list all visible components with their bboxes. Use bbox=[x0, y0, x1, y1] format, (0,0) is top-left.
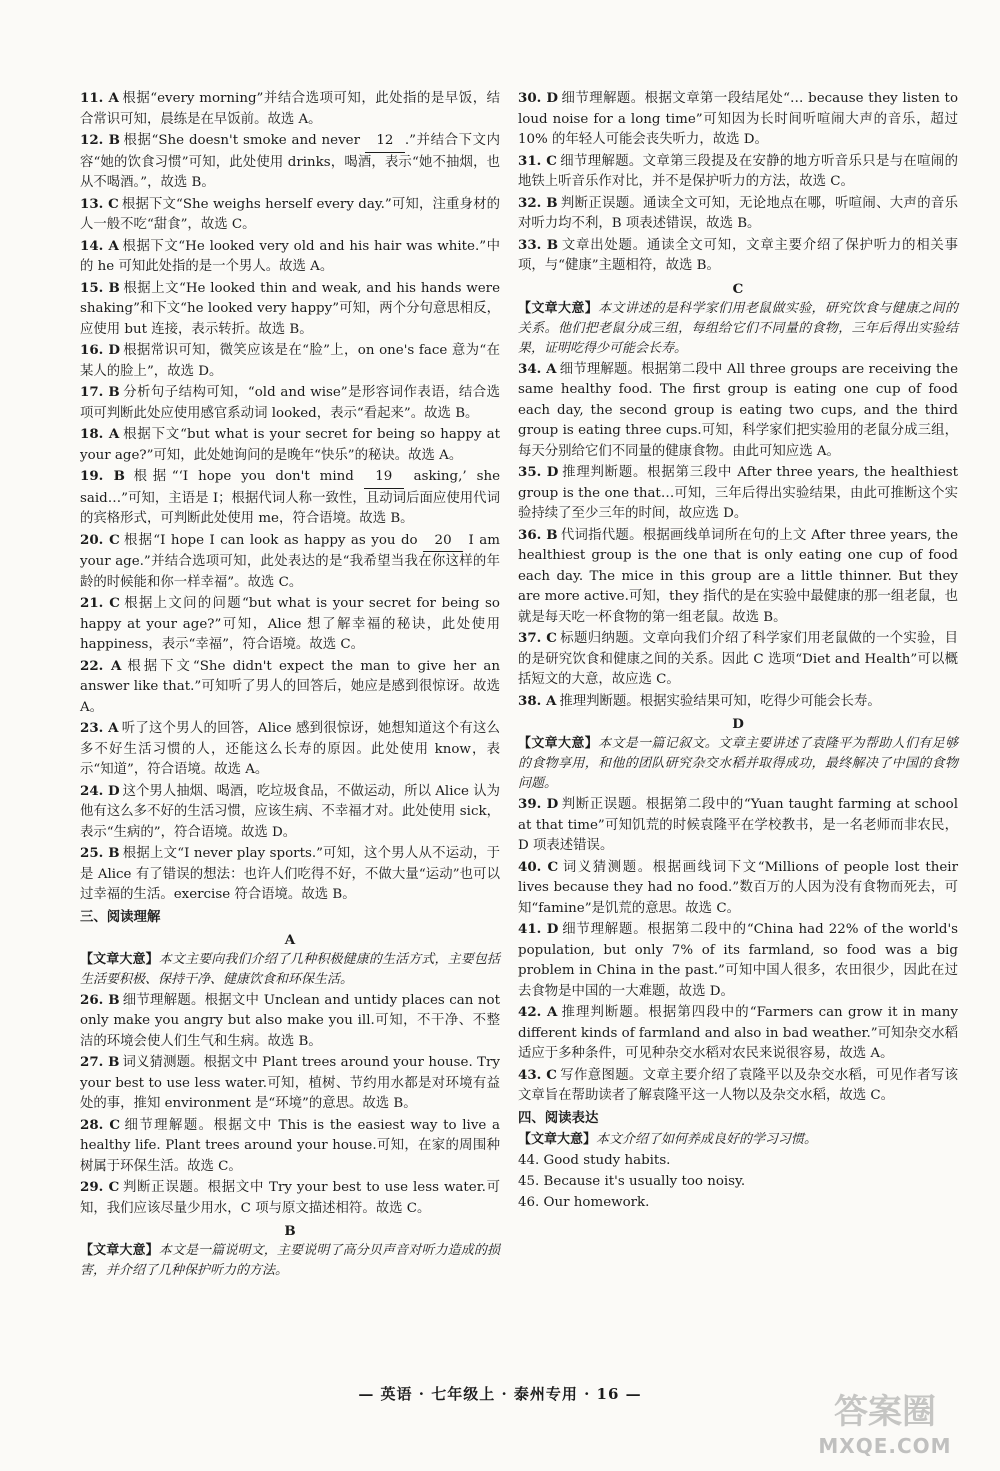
answer-item bbox=[518, 525, 958, 629]
watermark-logo bbox=[790, 1390, 980, 1460]
item-number: 40. C bbox=[518, 858, 559, 875]
watermark-text: 答案圈 bbox=[834, 1392, 936, 1432]
item-text: 分析句子结构可知，“old and wise”是形容词作表语，结合选项可判断此处应使用感官系动词 looked，表示“看起来”。故选 B。 bbox=[80, 385, 501, 421]
watermark-url: MXQE.COM bbox=[818, 1434, 952, 1458]
answer-item bbox=[80, 278, 500, 341]
item-text: 词义猜测题。根据文中 Plant trees around your house. Try your best to use less water.可知，植树、节约用水都是对环境有益处的事，推知 environment 是“环境”的意思。故选 B。 bbox=[80, 1055, 500, 1111]
answer-item bbox=[518, 1002, 958, 1065]
item-number: 18. A bbox=[80, 426, 120, 442]
item-text: 听了这个男人的回答，Alice 感到很惊讶，她想知道这个有这么多不好生活习惯的人，还能这么长寿的原因。此处使用 know，表示“知道”，符合语境。故选 A。 bbox=[80, 721, 500, 777]
answer-item bbox=[80, 781, 500, 844]
right-column bbox=[518, 88, 958, 1213]
answer-item bbox=[518, 857, 958, 920]
answer-item bbox=[80, 130, 500, 194]
passage-letter-b: B bbox=[284, 1223, 296, 1239]
summary-d: 【文章大意】本文是一篇记叙文。文章主要讲述了袁隆平为帮助人们有足够的食物享用，和他的团队研究杂交水稻并取得成功，最终解决了中国的食物问题。 bbox=[518, 736, 958, 791]
item-number: 39. D bbox=[518, 796, 559, 812]
item-text: 细节理解题。根据第二段中 All three groups are receiving the same healthy food. The first group is eating one cup of food each day, the second group is eating two cups, and the third group is eating three cups.可知，科学家们把实验用的老鼠分成三组，每天分别给它们不同量的健康食物。由此可知应选 A。 bbox=[518, 361, 958, 459]
item-text: 细节理解题。根据第二段中的“China had 22% of the world's population, but only 7% of its farmland, so food was a big problem in China in the past.”可知中国人很多，农田很少，因此在过去食物是中国的一大难题，故选 D。 bbox=[518, 922, 959, 999]
page-footer: — 英语 · 七年级上 · 泰州专用 · 16 — bbox=[358, 1385, 642, 1403]
passage-letter-d: D bbox=[732, 716, 744, 732]
short-answer: 44. Good study habits. bbox=[518, 1152, 671, 1168]
answer-item bbox=[518, 151, 958, 193]
item-text: 文章出处题。通读全文可知，文章主要介绍了保护听力的相关事项，与“健康”主题相符，故选 B。 bbox=[518, 237, 958, 273]
answer-item bbox=[518, 359, 958, 463]
item-text: 根据上文“I never play sports.”可知，这个男人从不运动，于是 Alice 有了错误的想法：也许人们吃得不好，不做大量“运动”也可以过幸福的生活。exercise 符合语境。故选 B。 bbox=[80, 846, 500, 902]
answer-item bbox=[80, 340, 500, 382]
item-number: 34. A bbox=[518, 360, 557, 377]
answer-item bbox=[518, 628, 958, 691]
summary-e: 【文章大意】本文介绍了如何养成良好的学习习惯。 bbox=[518, 1131, 818, 1147]
item-number: 32. B bbox=[518, 194, 558, 211]
answer-item bbox=[80, 88, 500, 130]
item-number: 11. A bbox=[80, 90, 119, 106]
item-number: 42. A bbox=[518, 1004, 558, 1020]
answer-item bbox=[80, 843, 500, 906]
summary-b: 【文章大意】本文是一篇说明文，主要说明了高分贝声音对听力造成的损害，并介绍了几种保护听力的方法。 bbox=[80, 1243, 500, 1278]
item-text: 推理判断题。根据实验结果可知，吃得少可能会长寿。 bbox=[559, 693, 881, 709]
answer-item bbox=[80, 1052, 500, 1115]
fill-blank: 20 bbox=[423, 531, 463, 553]
short-answer: 45. Because it's usually too noisy. bbox=[518, 1173, 746, 1189]
answer-item-20: 20. C 根据“I hope I can look as happy as you do 20 I am your age.”并结合选项可知，此处表达的是“我希望当我在你这样的年龄的时候能和你一样幸福”。故选 C。 bbox=[80, 531, 500, 590]
item-number: 17. B bbox=[80, 384, 120, 400]
answer-item bbox=[80, 593, 500, 656]
item-number: 21. C bbox=[80, 595, 120, 611]
item-number: 25. B bbox=[80, 845, 120, 861]
answer-item bbox=[80, 656, 500, 719]
answer-item bbox=[518, 462, 958, 525]
answer-item bbox=[80, 382, 500, 424]
fill-blank: 19 bbox=[364, 467, 404, 489]
item-text: 根据“every morning”并结合选项可知，此处指的是早饭，结合常识可知，晨练是在早饭前。故选 A。 bbox=[80, 91, 500, 127]
item-number: 26. B bbox=[80, 991, 120, 1008]
item-number: 13. C bbox=[80, 195, 119, 212]
item-text: 代词指代题。根据画线单词所在句的上文 After three years, the healthiest group is the one that is only eating one cup of food each day. The mice in this group are a little thinner. But they are more active.可知，they 指代的是在实验中最健康的那一组老鼠，也就是每天吃一杯食物的第一组老鼠。故选 B。 bbox=[518, 527, 958, 625]
item-number: 41. D bbox=[518, 921, 559, 937]
summary-c: 【文章大意】本文讲述的是科学家们用老鼠做实验，研究饮食与健康之间的关系。他们把老鼠分成三组，每组给它们不同量的食物，三年后得出实验结果，证明吃得少可能会长寿。 bbox=[518, 300, 958, 356]
item-text: 写作意图题。文章主要介绍了袁隆平以及杂交水稻，可见作者写该文章旨在帮助读者了解袁隆平这一人物以及杂交水稻，故选 C。 bbox=[518, 1067, 958, 1103]
answer-item bbox=[518, 88, 958, 151]
item-text: 推理判断题。根据第四段中的“Farmers can grow it in many different kinds of farmland and also in bad weather.”可知杂交水稻适应于多种条件，可见种杂交水稻对农民来说很容易，故选 A。 bbox=[518, 1005, 958, 1061]
item-text: 判断正误题。通读全文可知，无论地点在哪，听喧闹、大声的音乐对听力均不利，B 项表述错误，故选 B。 bbox=[518, 195, 958, 231]
item-number: 29. C bbox=[80, 1179, 120, 1195]
item-number: 27. B bbox=[80, 1054, 120, 1070]
item-text: 根据下文“but what is your secret for being so happy at your age?”可知，此处她询问的是晚年“快乐”的秘诀。故选 A。 bbox=[80, 427, 501, 463]
answer-item-19: 19. B 根据“‘I hope you don't mind 19 asking,’ she said…”可知，主语是 I；根据代词人称一致性，且动词后面应使用代词的宾格形式，可判断此处使用 me，符合语境。故选 B。 bbox=[80, 468, 500, 526]
item-text: 词义猜测题。根据画线词下文“Millions of people lost their lives because they had no food.”数百万的人因为没有食物而死去，可知“famine”是饥荒的意思。故选 C。 bbox=[518, 859, 958, 916]
answer-item bbox=[518, 794, 958, 857]
item-text: 根据下文“He looked very old and his hair was white.”中的 he 可知此处指的是一个男人。故选 A。 bbox=[80, 238, 500, 274]
answer-item bbox=[518, 235, 958, 277]
item-text: 细节理解题。根据文中 Unclean and untidy places can not only make you angry but also make you ill.可知，不干净、不整洁的环境会使人们生气和生病。故选 B。 bbox=[80, 992, 500, 1049]
item-number: 43. C bbox=[518, 1066, 557, 1083]
item-text: 根据下文“She didn't expect the man to give her an answer like that.”可知听了男人的回答后，她应是感到很惊讶。故选 A。 bbox=[80, 658, 500, 715]
passage-letter-a: A bbox=[284, 931, 296, 948]
fill-blank: 12 bbox=[365, 131, 405, 153]
answer-item bbox=[80, 1115, 500, 1178]
item-number: 38. A bbox=[518, 692, 557, 709]
item-number: 31. C bbox=[518, 152, 557, 169]
answer-item bbox=[80, 718, 500, 781]
answer-item bbox=[518, 193, 958, 235]
answer-item bbox=[518, 691, 958, 713]
item-text: 细节理解题。文章第三段提及在安静的地方听音乐只是与在喧闹的地铁上听音乐作对比，并不是保护听力的方法，故选 C。 bbox=[518, 153, 958, 189]
item-text: 标题归纳题。文章向我们介绍了科学家们用老鼠做的一个实验，目的是研究饮食和健康之间的关系。因此 C 选项“Diet and Health”可以概括短文的大意，故应选 C。 bbox=[518, 631, 958, 687]
section-heading-expression: 四、阅读表达 bbox=[518, 1109, 599, 1126]
answer-item bbox=[80, 1177, 500, 1219]
item-text: 根据“She doesn't smoke and never bbox=[122, 133, 365, 148]
item-text: 细节理解题。根据文中 This is the easiest way to live a healthy life. Plant trees around your house.可知，在家的周围种树属于环保生活。故选 C。 bbox=[80, 1117, 500, 1174]
item-number: 30. D bbox=[518, 90, 559, 106]
item-number: 33. B bbox=[518, 236, 559, 253]
item-text: 判断正误题。根据文中 Try your best to use less water.可知，我们应该尽量少用水，C 项与原文描述相符。故选 C。 bbox=[80, 1180, 500, 1216]
item-number: 28. C bbox=[80, 1116, 121, 1133]
item-text: 根据下文“She weighs herself every day.”可知，注重身材的人一般不吃“甜食”，故选 C。 bbox=[80, 196, 500, 232]
item-number: 15. B bbox=[80, 279, 120, 296]
section-heading-reading: 三、阅读理解 bbox=[80, 908, 161, 925]
item-text: 根据上文“He looked thin and weak, and his hands were shaking”和下文“he looked very happy”可知，两个分句意思相反，应使用 but 连接，表示转折。故选 B。 bbox=[80, 280, 500, 337]
summary-a: 【文章大意】本文主要向我们介绍了几种积极健康的生活方式，主要包括生活要积极、保持干净、健康饮食和环保生活。 bbox=[80, 951, 500, 987]
passage-letter-c: C bbox=[732, 280, 744, 297]
answer-item bbox=[80, 424, 500, 466]
item-number: 36. B bbox=[518, 526, 558, 543]
item-number: 37. C bbox=[518, 630, 557, 646]
item-text: 细节理解题。根据文章第一段结尾处“… because they listen to loud noise for a long time”可知因为长时间听喧闹大声的音乐，超过 10% 的年轻人可能会丧失听力，故选 D。 bbox=[518, 91, 959, 147]
item-text: 这个男人抽烟、喝酒，吃垃圾食品，不做运动，所以 Alice 认为他有这么多不好的生活习惯，应该生病、不幸福才对。此处使用 sick，表示“生病的”，符合语境。故选 D。 bbox=[80, 783, 500, 840]
answer-item bbox=[80, 990, 500, 1053]
item-text: 根据常识可知，微笑应该是在“脸”上，on one's face 意为“在某人的脸上”，故选 D。 bbox=[80, 343, 500, 379]
item-text: .”并结合下文内容“她的饮食习惯”可知，此处使用 drinks，喝酒，表示“她不抽烟，也从不喝酒。”，故选 B。 bbox=[80, 133, 500, 190]
item-number: 23. A bbox=[80, 720, 119, 736]
item-number: 12. B bbox=[80, 132, 120, 148]
short-answer: 46. Our homework. bbox=[518, 1194, 650, 1210]
answer-item bbox=[518, 919, 958, 1002]
item-number: 24. D bbox=[80, 782, 120, 799]
item-text: 推理判断题。根据第三段中 After three years, the healthiest group is the one that…可知，三年后得出实验结果，由此可推断这个实验持续了至少三年的时间，故应选 D。 bbox=[518, 465, 958, 521]
item-number: 35. D bbox=[518, 464, 559, 480]
answer-item bbox=[80, 194, 500, 236]
answer-item bbox=[80, 236, 500, 278]
answer-item bbox=[518, 1065, 958, 1107]
item-number: 16. D bbox=[80, 342, 120, 358]
left-column bbox=[80, 88, 500, 1281]
item-text: 根据上文问的问题“but what is your secret for being so happy at your age?”可知，Alice 想了解幸福的秘诀，此处使用 happiness，表示“幸福”，符合语境。故选 C。 bbox=[80, 596, 500, 652]
item-text: 判断正误题。根据第二段中的“Yuan taught farming at school at that time”可知饥荒的时候袁隆平在学校教书，是一名老师而非农民，D 项表述错误。 bbox=[518, 797, 958, 853]
item-number: 22. A bbox=[80, 657, 122, 674]
item-number: 14. A bbox=[80, 237, 119, 254]
